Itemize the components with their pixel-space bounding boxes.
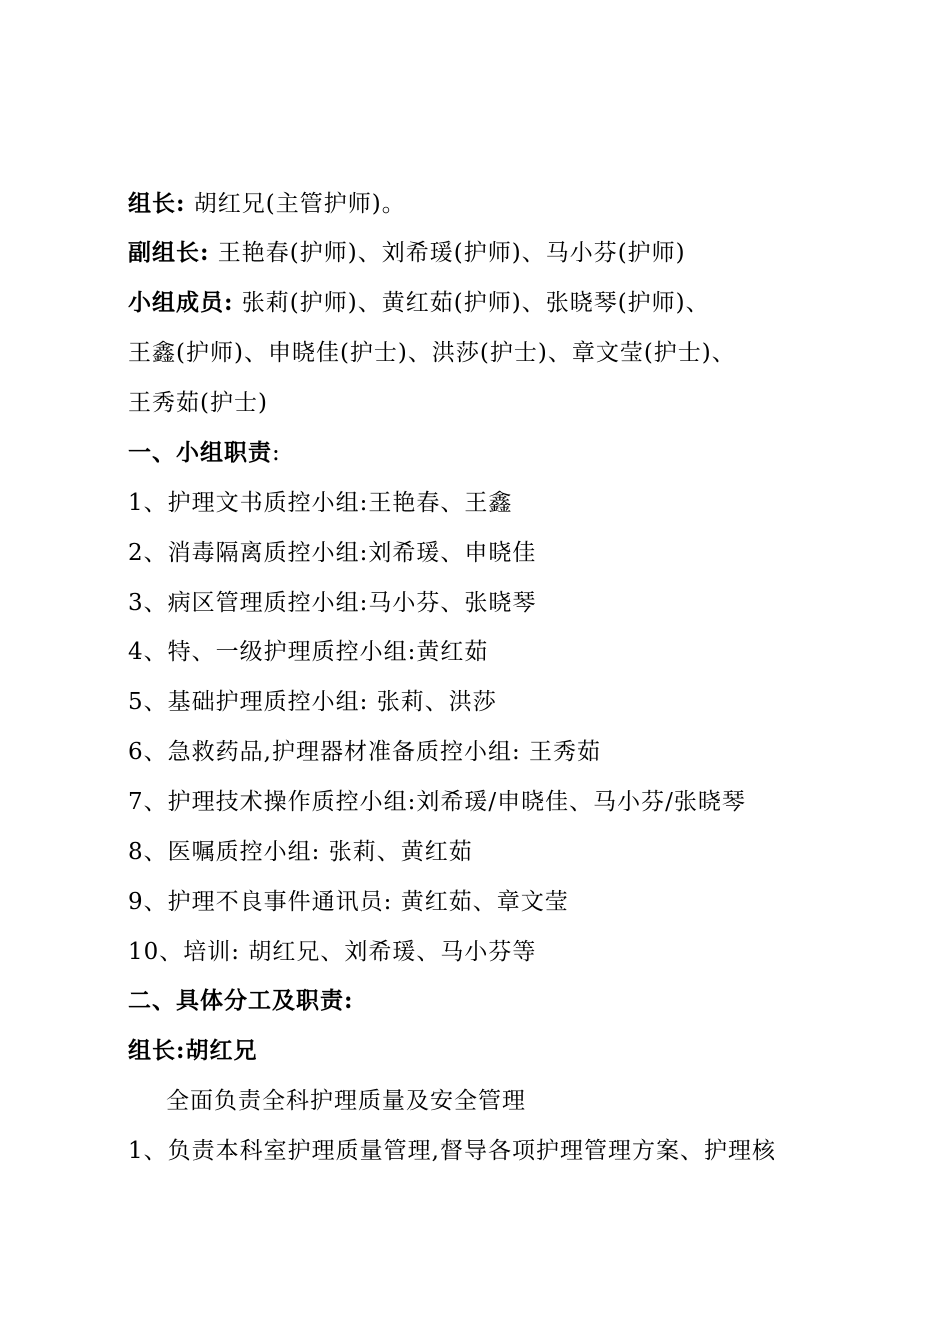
duty-item: 5、基础护理质控小组: 张莉、洪莎	[128, 689, 497, 715]
members-line-3	[128, 388, 268, 418]
section1-suffix: :	[272, 440, 281, 466]
members-text-2: 王鑫(护师)、申晓佳(护士)、洪莎(护士)、章文莹(护士)、	[128, 340, 736, 366]
members-line-2	[128, 338, 736, 368]
duty-item: 9、护理不良事件通讯员: 黄红茹、章文莹	[128, 889, 569, 915]
duty-item: 4、特、一级护理质控小组:黄红茹	[128, 639, 489, 665]
members-text-3: 王秀茹(护士)	[128, 390, 268, 416]
duty-item: 2、消毒隔离质控小组:刘希瑗、申晓佳	[128, 540, 537, 566]
section2-heading: 二、具体分工及职责:	[128, 987, 354, 1014]
duty-item: 10、培训: 胡红兄、刘希瑗、马小芬等	[128, 939, 537, 965]
deputy-label: 副组长:	[128, 239, 210, 266]
leader-line	[128, 189, 406, 219]
section1-heading-line	[128, 438, 281, 468]
members-label: 小组成员:	[128, 289, 234, 316]
duty-item: 7、护理技术操作质控小组:刘希瑗/申晓佳、马小芬/张晓琴	[128, 789, 746, 815]
duty-item: 6、急救药品,护理器材准备质控小组: 王秀茹	[128, 739, 602, 765]
leader-text: 胡红兄(主管护师)。	[185, 191, 406, 217]
duty-item: 3、病区管理质控小组:马小芬、张晓琴	[128, 590, 537, 616]
leader-detail-summary: 全面负责全科护理质量及安全管理	[166, 1088, 526, 1114]
members-line-1	[128, 288, 710, 318]
members-text-1: 张莉(护师)、黄红茹(护师)、张晓琴(护师)、	[233, 290, 710, 316]
section1-heading: 一、小组职责	[128, 439, 272, 466]
leader-label: 组长:	[128, 190, 186, 217]
deputy-line	[128, 238, 686, 268]
leader-detail-heading: 组长:胡红兄	[128, 1037, 258, 1064]
duty-item: 1、护理文书质控小组:王艳春、王鑫	[128, 490, 513, 516]
duty-item: 8、医嘱质控小组: 张莉、黄红茹	[128, 839, 473, 865]
leader-detail-item-1: 1、负责本科室护理质量管理,督导各项护理管理方案、护理核	[128, 1138, 776, 1164]
deputy-text: 王艳春(护师)、刘希瑗(护师)、马小芬(护师)	[209, 240, 686, 266]
